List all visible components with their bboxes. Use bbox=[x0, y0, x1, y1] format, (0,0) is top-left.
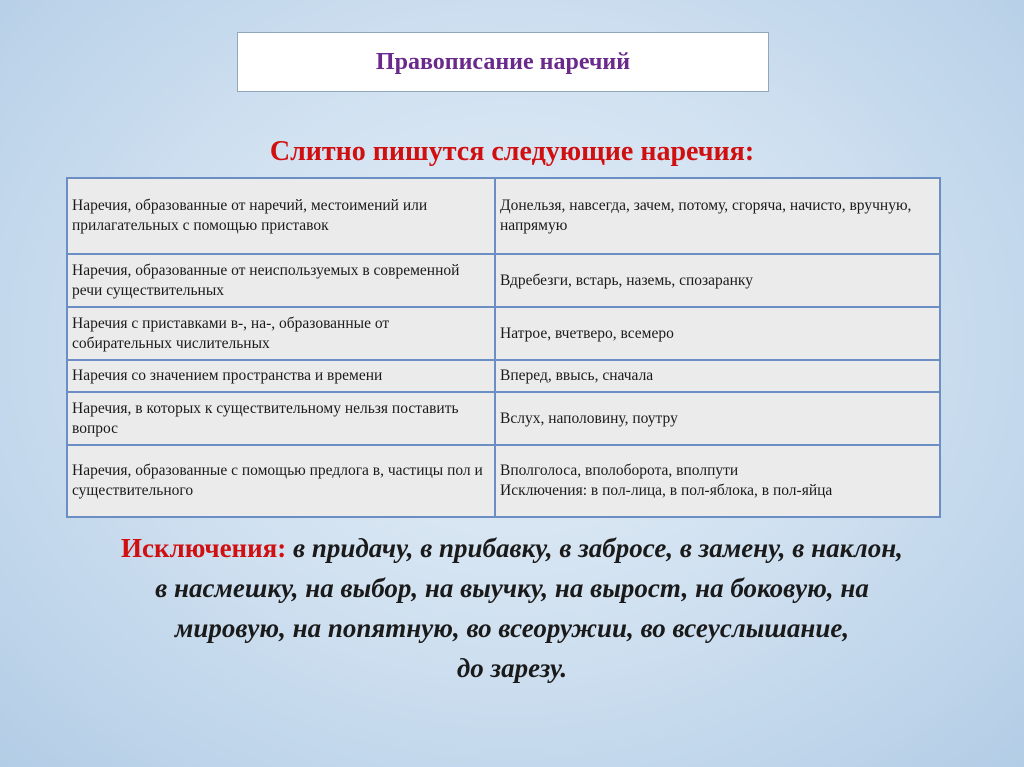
table-row bbox=[67, 178, 940, 254]
exceptions-line-3: мировую, на попятную, во всеоружии, во всеуслышание, bbox=[174, 613, 850, 643]
rule-examples: Натрое, вчетверо, всемеро bbox=[495, 307, 940, 360]
rule-examples-exceptions: Исключения: в пол-лица, в пол-яблока, в пол-яйца bbox=[500, 482, 833, 499]
table-row bbox=[67, 392, 940, 445]
exceptions-label: Исключения: bbox=[121, 533, 287, 563]
exceptions-text-1: в придачу, в прибавку, в забросе, в замену, в наклон, bbox=[293, 533, 903, 563]
table-row bbox=[67, 307, 940, 360]
rule-examples: Вперед, ввысь, сначала bbox=[495, 360, 940, 392]
slide-title: Правописание наречий bbox=[375, 48, 631, 75]
rule-examples: Вдребезги, встарь, наземь, спозаранку bbox=[495, 254, 940, 307]
rule-examples-cell bbox=[495, 445, 940, 517]
rule-description: Наречия, образованные с помощью предлога в, частицы пол и существительного bbox=[67, 445, 495, 517]
rule-examples: Вслух, наполовину, поутру bbox=[495, 392, 940, 445]
rule-description: Наречия с приставками в-, на-, образованные от собирательных числительных bbox=[67, 307, 495, 360]
slide-subtitle: Слитно пишутся следующие наречия: bbox=[269, 136, 755, 167]
rule-examples: Донельзя, навсегда, зачем, потому, сгоряча, начисто, вручную, напрямую bbox=[495, 178, 940, 254]
exceptions-line-1 bbox=[0, 528, 1024, 568]
exceptions-block bbox=[0, 528, 1024, 688]
table-row bbox=[67, 445, 940, 517]
rule-description: Наречия, в которых к существительному нельзя поставить вопрос bbox=[67, 392, 495, 445]
table-row bbox=[67, 360, 940, 392]
rule-examples: Вполголоса, вполоборота, вполпути bbox=[500, 462, 739, 479]
rules-table bbox=[66, 177, 941, 518]
rule-description: Наречия, образованные от неиспользуемых в современной речи существительных bbox=[67, 254, 495, 307]
rule-description: Наречия, образованные от наречий, местоимений или прилагательных с помощью приставок bbox=[67, 178, 495, 254]
exceptions-line-2: в насмешку, на выбор, на выучку, на вырост, на боковую, на bbox=[155, 573, 869, 603]
exceptions-line-4: до зарезу. bbox=[456, 653, 568, 683]
rule-description: Наречия со значением пространства и времени bbox=[67, 360, 495, 392]
title-box bbox=[237, 32, 769, 92]
table-row bbox=[67, 254, 940, 307]
